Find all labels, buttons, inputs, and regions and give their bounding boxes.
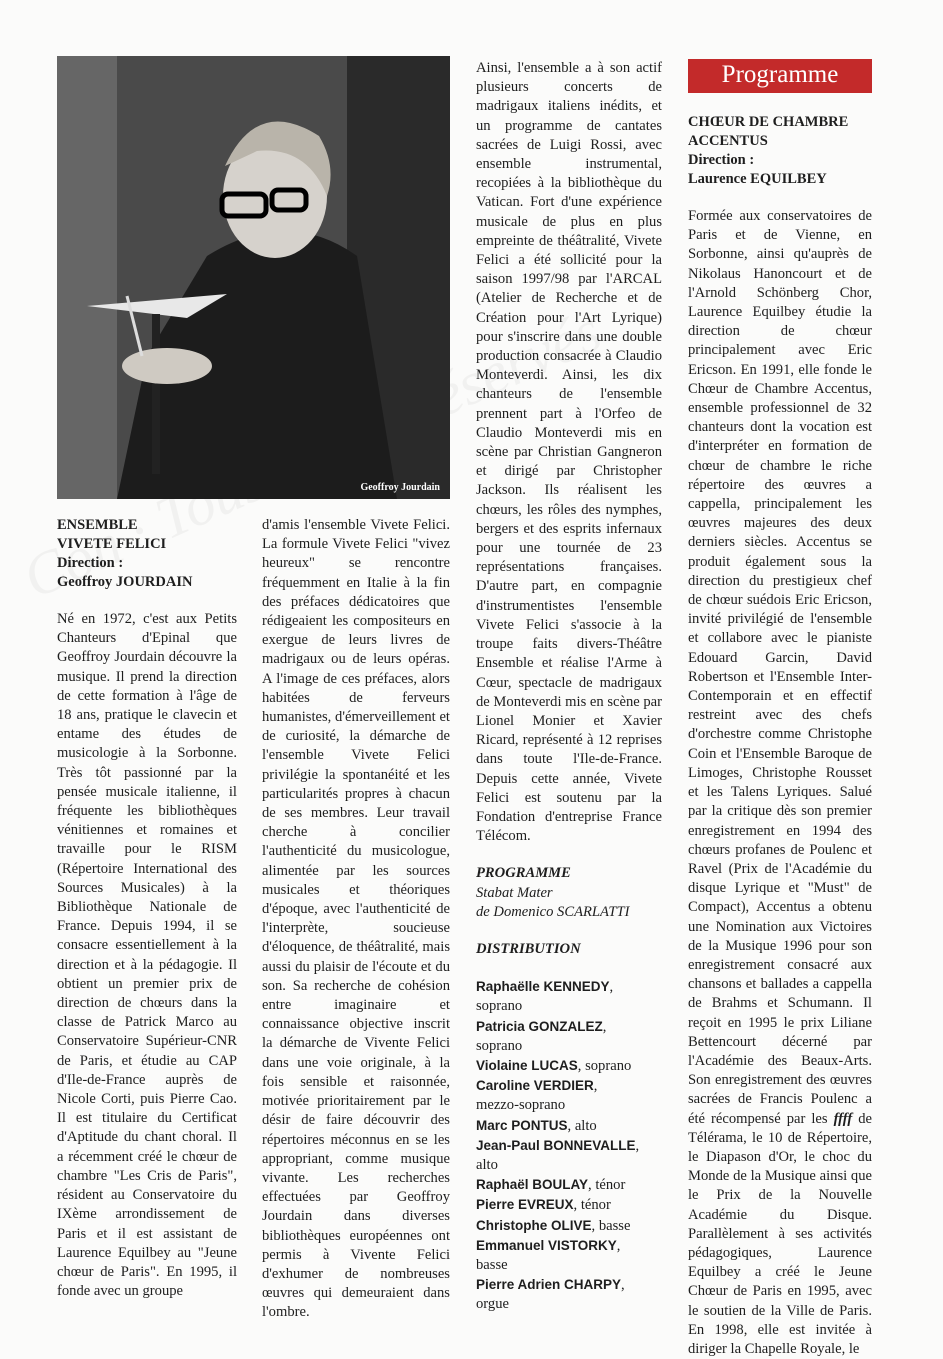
- cast-list: [476, 977, 662, 1314]
- cast-entry: Pierre Adrien CHARPY, orgue: [476, 1277, 625, 1313]
- column-2: [262, 516, 450, 1323]
- cast-entry: Jean-Paul BONNEVALLE, alto: [476, 1137, 640, 1173]
- ensemble-bio-part1: Né en 1972, c'est aux Petits Chanteurs d'Epinal que Geoffroy Jourdain découvre la musique. Il prend la direction de cette formation à l'âge de 18 ans, pratique le clavecin et entame des études de musicologie à la Sorbonne. Très tôt passionné par la pensée musicale italienne, il fréquente les bibliothèques vénitiennes et romaines et travaille pour le RISM (Répertoire International des Sources Musicales) à la Bibliothèque Nationale de France. Depuis 1994, il se consacre essentiellement à la direction et à la pédagogie. Il obtient un premier prix de direction de chœurs dans la classe de Patrick Marco au Conservatoire Supérieur-CNR de Paris, et étudie au CAP d'Ile-de-France auprès de Nicole Corti, puis Pierre Cao. Il est titulaire du Certificat d'Aptitude du chant choral. Il a récemment créé le chœur de chambre "Les Cris de Paris", résident au Conservatoire du IXème arrondissement de Paris et il est assistant de Laurence Equilbey au "Jeune chœur de Paris". En 1995, il fonde avec un groupe: [57, 611, 237, 1300]
- cast-entry: Violaine LUCAS, soprano: [476, 1057, 632, 1074]
- distribution-heading: DISTRIBUTION: [476, 940, 581, 957]
- cast-entry: Caroline VERDIER, mezzo-soprano: [476, 1078, 598, 1114]
- accentus-bio: Formée aux conservatoires de Paris et de Vienne, en Sorbonne, ainsi qu'auprès de Nikolaus Hanoncourt et de l'Arnold Schönberg Chor, Laurence Equilbey étudie la direction de chœur principalement avec Eric Ericson. En 1991, elle fonde le Chœur de Chambre Accentus, ensemble professionnel de 32 chanteurs dont la vocation est d'interpréter en formation de chœur de chambre le riche répertoire des œuvres a cappella, principalement les œuvres majeures des deux derniers siècles. Accentus se produit également sous la direction du prestigieux chef de chœur suédois Eric Ericson, invité privilégié de l'ensemble et collabore avec le pianiste Edouard Garcin, David Robertson et l'Ensemble Inter-Contemporain et en effectif restreint avec des chefs d'orchestre comme Christophe Coin et l'Ensemble Baroque de Limoges, Christophe Rousset et les Talens Lyriques. Salué par la critique dès son premier enregistrement en 1994 des chœurs profanes de Poulenc et Ravel (Prix de l'Académie du disque Lyrique et "Must" de Compact), Accentus a obtenu une Nomination aux Victoires de la Musique 1996 pour son enregistrement consacré aux chansons et ballades a cappella de Brahms et Schumann. Il reçoit en 1995 le prix Liliane Bettencourt décerné par l'Académie des Beaux-Arts. Son enregistrement des œuvres sacrées de Francis Poulenc a été récompensé par les ffff de Télérama, le 10 de Répertoire, le Diapason d'Or, le choc du Monde de la Musique ainsi que le Prix de la Nouvelle Académie du Disque. Parallèlement à ses activités pédagogiques, Laurence Equilbey a créé le Jeune Chœur de Paris en 1995, avec le soutien de la Ville de Paris. En 1998, elle est invitée à diriger la Chapelle Royale, le: [688, 208, 872, 1357]
- programme-heading: PROGRAMME: [476, 865, 571, 882]
- ensemble-name-1: ENSEMBLE: [57, 517, 138, 533]
- ensemble-direction-label: Direction :: [57, 555, 124, 571]
- ensemble-director: Geoffroy JOURDAIN: [57, 574, 193, 590]
- accentus-name-1: CHŒUR DE CHAMBRE: [688, 114, 849, 130]
- programme-composer: de Domenico SCARLATTI: [476, 903, 630, 920]
- cast-entry: Pierre EVREUX, ténor: [476, 1197, 611, 1214]
- cast-entry: Christophe OLIVE, basse: [476, 1217, 631, 1234]
- photo-credit: Geoffroy Jourdain: [360, 482, 440, 493]
- cast-entry: Raphaëlle KENNEDY, soprano: [476, 979, 614, 1015]
- programme-work: Stabat Mater: [476, 884, 553, 901]
- column-3: [476, 59, 662, 1315]
- cast-entry: Raphaël BOULAY, ténor: [476, 1177, 626, 1194]
- accentus-director: Laurence EQUILBEY: [688, 171, 827, 187]
- accentus-name-2: ACCENTUS: [688, 133, 768, 149]
- ensemble-bio-part3: Ainsi, l'ensemble a à son actif plusieurs concerts de madrigaux italiens inédits, et un programme de cantates sacrées de Luigi Rossi, avec ensemble instrumental, recopiées à la bibliothèque du Vatican. Fort d'une expérience musicale de plus en plus empreinte de théâtralité, Vivete Felici a été sollicité pour la saison 1997/98 par l'ARCAL (Atelier de Recherche et de Création pour l'Art Lyrique) pour s'inscrire dans une double production consacrée à Claudio Monteverdi. Ainsi, les dix chanteurs de l'ensemble prennent part à l'Orfeo de Claudio Monteverdi mis en scène par Christian Gangneron et dirigé par Christopher Jackson. Ils réalisent les chœurs, les rôles des nymphes, bergers et des esprits infernaux pour une tournée de 23 représentations françaises. D'autre part, en compagnie d'instrumentistes l'ensemble Vivete Felici s'associe à la troupe faits divers-Théâtre Ensemble et réalise l'Arme à Cœur, spectacle de madrigaux de Monteverdi mis en scène par Lionel Monier et Xavier Ricard, représenté à 12 reprises dans toute l'Ile-de-France. Depuis cette année, Vivete Felici est soutenu par la Fondation d'entreprise France Télécom.: [476, 60, 663, 845]
- accentus-direction-label: Direction :: [688, 152, 755, 168]
- cast-entry: Emmanuel VISTORKY, basse: [476, 1237, 621, 1273]
- ensemble-name-2: VIVETE FELICI: [57, 536, 167, 552]
- programme-banner: Programme: [688, 59, 872, 93]
- cast-entry: Marc PONTUS, alto: [476, 1117, 597, 1134]
- portrait-photo: [57, 56, 450, 499]
- column-4: [688, 59, 872, 1359]
- ffff-rating: ffff: [833, 1110, 853, 1127]
- column-1: [57, 516, 237, 1301]
- ensemble-bio-part2: d'amis l'ensemble Vivete Felici. La formule Vivete Felici "vivez heureux" se rencontre fréquemment en Italie à la fin des préfaces dédicatoires que rédigeaient les compositeurs en exergue de leurs livres de madrigaux ou de leurs opéras. A l'image de ces préfaces, alors habitées de ferveurs humanistes, d'émerveillement et de curiosité, la démarche de l'ensemble Vivete Felici privilégie la spontanéité et les particularités propres à chacun de ses membres. Leur travail cherche à concilier l'authenticité du musicologue, alimentée par les sources musicales et théoriques d'époque, avec l'authenticité de l'interprète, soucieuse d'éloquence, de théâtralité, mais aussi du plaisir de l'écoute et du son. Sa recherche de cohésion entre imaginaire et connaissance objective inscrit la démarche de Vivente Felici dans une voie originale, à la fois sensible et raisonnée, motivée prioritairement par le désir de faire découvrir des répertoires méconnus en se les appropriant, comme musique vivante. Les recherches effectuées par Geoffroy Jourdain dans diverses bibliothèques européennes ont permis à Vivente Felici d'exhumer de nombreuses œuvres qui demeuraient dans l'ombre.: [262, 517, 450, 1321]
- cast-entry: Patricia GONZALEZ, soprano: [476, 1018, 607, 1054]
